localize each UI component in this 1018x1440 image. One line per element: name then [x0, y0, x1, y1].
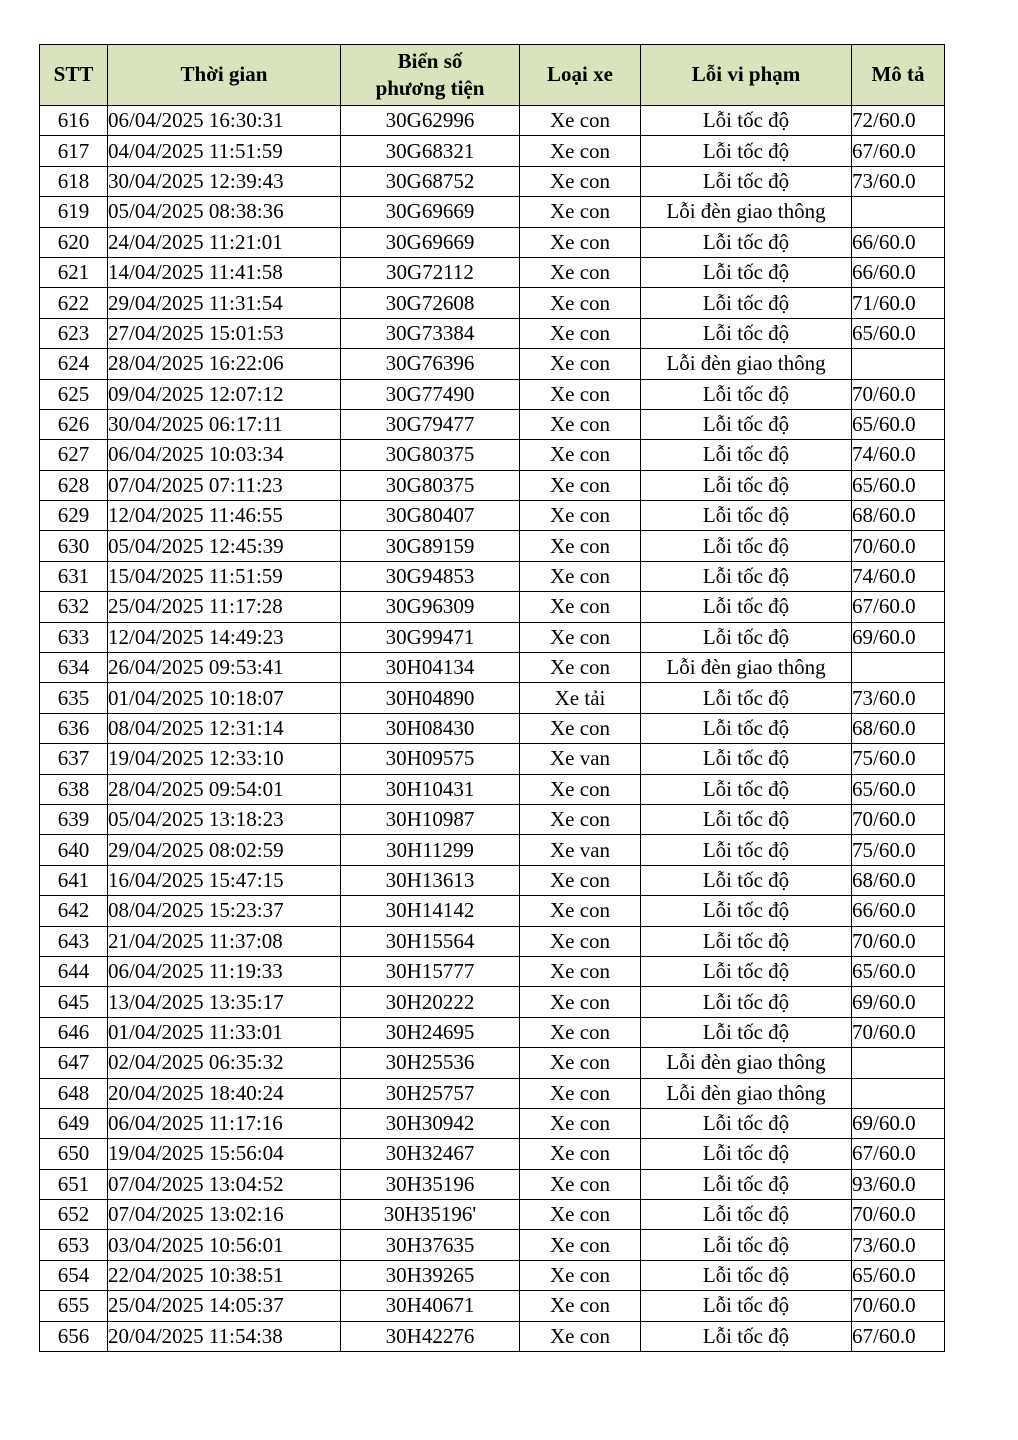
cell-time: 19/04/2025 15:56:04: [108, 1139, 341, 1169]
cell-plate: 30H11299: [341, 835, 520, 865]
cell-stt: 625: [40, 379, 108, 409]
cell-plate: 30H40671: [341, 1291, 520, 1321]
table-row: [40, 440, 945, 470]
table-row: [40, 622, 945, 652]
cell-vehicle-type: Xe con: [520, 561, 641, 591]
cell-description: 70/60.0: [852, 1017, 945, 1047]
cell-vehicle-type: Xe con: [520, 1139, 641, 1169]
cell-violation: Lỗi tốc độ: [641, 561, 852, 591]
cell-description: 69/60.0: [852, 622, 945, 652]
cell-description: 66/60.0: [852, 227, 945, 257]
header-plate-line2: phương tiện: [375, 76, 485, 100]
cell-time: 30/04/2025 06:17:11: [108, 409, 341, 439]
cell-vehicle-type: Xe con: [520, 956, 641, 986]
cell-plate: 30H35196: [341, 1169, 520, 1199]
cell-violation: Lỗi tốc độ: [641, 592, 852, 622]
cell-violation: Lỗi tốc độ: [641, 744, 852, 774]
cell-plate: 30G80375: [341, 470, 520, 500]
cell-violation: Lỗi tốc độ: [641, 1169, 852, 1199]
cell-plate: 30G77490: [341, 379, 520, 409]
table-row: [40, 1078, 945, 1108]
cell-vehicle-type: Xe con: [520, 349, 641, 379]
cell-violation: Lỗi tốc độ: [641, 1139, 852, 1169]
cell-description: 72/60.0: [852, 106, 945, 136]
cell-stt: 627: [40, 440, 108, 470]
cell-vehicle-type: Xe con: [520, 136, 641, 166]
cell-violation: Lỗi tốc độ: [641, 1321, 852, 1351]
cell-vehicle-type: Xe con: [520, 501, 641, 531]
table-row: [40, 1169, 945, 1199]
table-row: [40, 1260, 945, 1290]
cell-time: 06/04/2025 10:03:34: [108, 440, 341, 470]
cell-plate: 30G80375: [341, 440, 520, 470]
cell-description: 68/60.0: [852, 713, 945, 743]
table-row: [40, 349, 945, 379]
cell-violation: Lỗi đèn giao thông: [641, 197, 852, 227]
cell-violation: Lỗi tốc độ: [641, 470, 852, 500]
cell-plate: 30G62996: [341, 106, 520, 136]
cell-description: [852, 1078, 945, 1108]
cell-stt: 639: [40, 804, 108, 834]
cell-description: 67/60.0: [852, 136, 945, 166]
cell-plate: 30H25536: [341, 1048, 520, 1078]
cell-time: 05/04/2025 12:45:39: [108, 531, 341, 561]
cell-time: 01/04/2025 10:18:07: [108, 683, 341, 713]
table-row: [40, 318, 945, 348]
cell-violation: Lỗi tốc độ: [641, 622, 852, 652]
cell-time: 06/04/2025 16:30:31: [108, 106, 341, 136]
cell-time: 14/04/2025 11:41:58: [108, 257, 341, 287]
cell-stt: 645: [40, 987, 108, 1017]
cell-plate: 30G94853: [341, 561, 520, 591]
header-plate: [341, 45, 520, 106]
header-plate-line1: Biển số: [397, 48, 463, 73]
cell-time: 21/04/2025 11:37:08: [108, 926, 341, 956]
cell-time: 19/04/2025 12:33:10: [108, 744, 341, 774]
cell-plate: 30H15564: [341, 926, 520, 956]
table-row: [40, 409, 945, 439]
cell-violation: Lỗi tốc độ: [641, 136, 852, 166]
cell-plate: 30H32467: [341, 1139, 520, 1169]
table-row: [40, 896, 945, 926]
header-stt: STT: [40, 45, 108, 106]
cell-plate: 30G76396: [341, 349, 520, 379]
cell-description: 70/60.0: [852, 1200, 945, 1230]
cell-violation: Lỗi tốc độ: [641, 1108, 852, 1138]
cell-stt: 620: [40, 227, 108, 257]
cell-plate: 30H39265: [341, 1260, 520, 1290]
cell-time: 26/04/2025 09:53:41: [108, 653, 341, 683]
cell-plate: 30G89159: [341, 531, 520, 561]
cell-time: 29/04/2025 08:02:59: [108, 835, 341, 865]
cell-vehicle-type: Xe con: [520, 653, 641, 683]
table-row: [40, 531, 945, 561]
cell-vehicle-type: Xe con: [520, 1230, 641, 1260]
cell-plate: 30H24695: [341, 1017, 520, 1047]
cell-stt: 648: [40, 1078, 108, 1108]
table-row: [40, 987, 945, 1017]
cell-description: 66/60.0: [852, 257, 945, 287]
cell-time: 08/04/2025 15:23:37: [108, 896, 341, 926]
cell-description: 65/60.0: [852, 774, 945, 804]
cell-time: 27/04/2025 15:01:53: [108, 318, 341, 348]
cell-violation: Lỗi đèn giao thông: [641, 349, 852, 379]
cell-stt: 637: [40, 744, 108, 774]
cell-stt: 618: [40, 166, 108, 196]
header-type: Loại xe: [520, 45, 641, 106]
cell-stt: 628: [40, 470, 108, 500]
cell-violation: Lỗi tốc độ: [641, 318, 852, 348]
header-description: Mô tả: [852, 45, 945, 106]
table-row: [40, 470, 945, 500]
table-row: [40, 683, 945, 713]
table-row: [40, 136, 945, 166]
table-row: [40, 1321, 945, 1351]
cell-description: 65/60.0: [852, 1260, 945, 1290]
cell-violation: Lỗi tốc độ: [641, 106, 852, 136]
cell-plate: 30G79477: [341, 409, 520, 439]
cell-violation: Lỗi đèn giao thông: [641, 1048, 852, 1078]
cell-time: 20/04/2025 18:40:24: [108, 1078, 341, 1108]
table-row: [40, 197, 945, 227]
cell-violation: Lỗi tốc độ: [641, 531, 852, 561]
cell-description: 70/60.0: [852, 926, 945, 956]
cell-description: 70/60.0: [852, 1291, 945, 1321]
cell-time: 06/04/2025 11:17:16: [108, 1108, 341, 1138]
cell-description: [852, 653, 945, 683]
cell-plate: 30H42276: [341, 1321, 520, 1351]
cell-vehicle-type: Xe van: [520, 744, 641, 774]
cell-time: 07/04/2025 13:02:16: [108, 1200, 341, 1230]
cell-plate: 30G80407: [341, 501, 520, 531]
header-time: Thời gian: [108, 45, 341, 106]
cell-time: 28/04/2025 16:22:06: [108, 349, 341, 379]
cell-vehicle-type: Xe con: [520, 1017, 641, 1047]
table-row: [40, 1048, 945, 1078]
table-row: [40, 257, 945, 287]
cell-vehicle-type: Xe con: [520, 409, 641, 439]
cell-stt: 653: [40, 1230, 108, 1260]
cell-description: [852, 197, 945, 227]
cell-plate: 30G69669: [341, 227, 520, 257]
cell-description: 74/60.0: [852, 561, 945, 591]
cell-plate: 30H08430: [341, 713, 520, 743]
cell-description: 70/60.0: [852, 531, 945, 561]
header-violation: Lỗi vi phạm: [641, 45, 852, 106]
table-row: [40, 166, 945, 196]
cell-violation: Lỗi tốc độ: [641, 835, 852, 865]
table-row: [40, 379, 945, 409]
cell-description: 68/60.0: [852, 501, 945, 531]
cell-stt: 617: [40, 136, 108, 166]
cell-stt: 641: [40, 865, 108, 895]
cell-violation: Lỗi tốc độ: [641, 865, 852, 895]
cell-vehicle-type: Xe con: [520, 1078, 641, 1108]
cell-plate: 30H04890: [341, 683, 520, 713]
cell-plate: 30H15777: [341, 956, 520, 986]
cell-vehicle-type: Xe con: [520, 622, 641, 652]
cell-plate: 30G68752: [341, 166, 520, 196]
cell-violation: Lỗi tốc độ: [641, 440, 852, 470]
cell-violation: Lỗi tốc độ: [641, 227, 852, 257]
cell-stt: 651: [40, 1169, 108, 1199]
cell-violation: Lỗi tốc độ: [641, 1200, 852, 1230]
cell-vehicle-type: Xe con: [520, 1291, 641, 1321]
cell-violation: Lỗi tốc độ: [641, 683, 852, 713]
cell-plate: 30G68321: [341, 136, 520, 166]
cell-violation: Lỗi tốc độ: [641, 1230, 852, 1260]
cell-plate: 30G72112: [341, 257, 520, 287]
cell-description: 67/60.0: [852, 592, 945, 622]
cell-plate: 30H30942: [341, 1108, 520, 1138]
cell-time: 16/04/2025 15:47:15: [108, 865, 341, 895]
cell-violation: Lỗi tốc độ: [641, 409, 852, 439]
cell-vehicle-type: Xe con: [520, 1200, 641, 1230]
cell-time: 24/04/2025 11:21:01: [108, 227, 341, 257]
cell-vehicle-type: Xe con: [520, 713, 641, 743]
cell-description: 73/60.0: [852, 683, 945, 713]
cell-stt: 646: [40, 1017, 108, 1047]
cell-time: 30/04/2025 12:39:43: [108, 166, 341, 196]
table-row: [40, 501, 945, 531]
cell-stt: 633: [40, 622, 108, 652]
table-row: [40, 804, 945, 834]
cell-stt: 649: [40, 1108, 108, 1138]
cell-description: 70/60.0: [852, 379, 945, 409]
cell-stt: 621: [40, 257, 108, 287]
cell-stt: 644: [40, 956, 108, 986]
cell-vehicle-type: Xe tải: [520, 683, 641, 713]
cell-vehicle-type: Xe con: [520, 318, 641, 348]
cell-plate: 30H25757: [341, 1078, 520, 1108]
cell-time: 25/04/2025 11:17:28: [108, 592, 341, 622]
cell-plate: 30H10987: [341, 804, 520, 834]
cell-vehicle-type: Xe con: [520, 288, 641, 318]
table-row: [40, 1291, 945, 1321]
cell-description: [852, 349, 945, 379]
cell-plate: 30H04134: [341, 653, 520, 683]
cell-vehicle-type: Xe con: [520, 531, 641, 561]
cell-description: 70/60.0: [852, 804, 945, 834]
cell-plate: 30H09575: [341, 744, 520, 774]
cell-description: [852, 1048, 945, 1078]
cell-plate: 30G96309: [341, 592, 520, 622]
table-row: [40, 106, 945, 136]
table-body: [40, 106, 945, 1352]
cell-description: 73/60.0: [852, 166, 945, 196]
cell-stt: 642: [40, 896, 108, 926]
cell-vehicle-type: Xe con: [520, 1108, 641, 1138]
cell-plate: 30G99471: [341, 622, 520, 652]
cell-stt: 629: [40, 501, 108, 531]
cell-stt: 638: [40, 774, 108, 804]
cell-violation: Lỗi tốc độ: [641, 896, 852, 926]
cell-stt: 631: [40, 561, 108, 591]
cell-stt: 632: [40, 592, 108, 622]
cell-plate: 30H14142: [341, 896, 520, 926]
cell-violation: Lỗi tốc độ: [641, 987, 852, 1017]
cell-vehicle-type: Xe con: [520, 774, 641, 804]
cell-time: 05/04/2025 13:18:23: [108, 804, 341, 834]
cell-stt: 616: [40, 106, 108, 136]
cell-plate: 30G72608: [341, 288, 520, 318]
cell-stt: 626: [40, 409, 108, 439]
cell-violation: Lỗi tốc độ: [641, 926, 852, 956]
cell-time: 15/04/2025 11:51:59: [108, 561, 341, 591]
cell-time: 07/04/2025 07:11:23: [108, 470, 341, 500]
cell-stt: 636: [40, 713, 108, 743]
cell-vehicle-type: Xe con: [520, 197, 641, 227]
cell-time: 29/04/2025 11:31:54: [108, 288, 341, 318]
cell-time: 03/04/2025 10:56:01: [108, 1230, 341, 1260]
cell-description: 67/60.0: [852, 1139, 945, 1169]
cell-description: 67/60.0: [852, 1321, 945, 1351]
cell-description: 65/60.0: [852, 470, 945, 500]
cell-vehicle-type: Xe con: [520, 865, 641, 895]
cell-stt: 624: [40, 349, 108, 379]
cell-stt: 635: [40, 683, 108, 713]
cell-vehicle-type: Xe con: [520, 379, 641, 409]
table-row: [40, 774, 945, 804]
cell-stt: 634: [40, 653, 108, 683]
cell-stt: 619: [40, 197, 108, 227]
table-row: [40, 1139, 945, 1169]
table-row: [40, 1200, 945, 1230]
table-row: [40, 1017, 945, 1047]
cell-time: 08/04/2025 12:31:14: [108, 713, 341, 743]
cell-plate: 30G73384: [341, 318, 520, 348]
cell-vehicle-type: Xe con: [520, 166, 641, 196]
cell-description: 69/60.0: [852, 1108, 945, 1138]
cell-stt: 622: [40, 288, 108, 318]
cell-violation: Lỗi tốc độ: [641, 288, 852, 318]
cell-vehicle-type: Xe van: [520, 835, 641, 865]
table-row: [40, 1230, 945, 1260]
cell-plate: 30H37635: [341, 1230, 520, 1260]
cell-description: 68/60.0: [852, 865, 945, 895]
cell-time: 05/04/2025 08:38:36: [108, 197, 341, 227]
cell-vehicle-type: Xe con: [520, 1321, 641, 1351]
cell-stt: 650: [40, 1139, 108, 1169]
cell-violation: Lỗi tốc độ: [641, 713, 852, 743]
cell-violation: Lỗi đèn giao thông: [641, 653, 852, 683]
cell-description: 65/60.0: [852, 318, 945, 348]
cell-time: 12/04/2025 14:49:23: [108, 622, 341, 652]
cell-vehicle-type: Xe con: [520, 440, 641, 470]
table-row: [40, 926, 945, 956]
cell-time: 22/04/2025 10:38:51: [108, 1260, 341, 1290]
cell-vehicle-type: Xe con: [520, 592, 641, 622]
cell-vehicle-type: Xe con: [520, 896, 641, 926]
table-row: [40, 1108, 945, 1138]
cell-time: 25/04/2025 14:05:37: [108, 1291, 341, 1321]
table-row: [40, 744, 945, 774]
cell-violation: Lỗi tốc độ: [641, 379, 852, 409]
cell-violation: Lỗi tốc độ: [641, 501, 852, 531]
cell-vehicle-type: Xe con: [520, 1169, 641, 1199]
cell-violation: Lỗi tốc độ: [641, 774, 852, 804]
cell-violation: Lỗi tốc độ: [641, 1017, 852, 1047]
cell-stt: 640: [40, 835, 108, 865]
cell-violation: Lỗi tốc độ: [641, 956, 852, 986]
cell-stt: 655: [40, 1291, 108, 1321]
cell-stt: 647: [40, 1048, 108, 1078]
cell-description: 71/60.0: [852, 288, 945, 318]
cell-time: 20/04/2025 11:54:38: [108, 1321, 341, 1351]
cell-plate: 30H10431: [341, 774, 520, 804]
cell-time: 13/04/2025 13:35:17: [108, 987, 341, 1017]
cell-plate: 30H35196': [341, 1200, 520, 1230]
cell-violation: Lỗi tốc độ: [641, 1291, 852, 1321]
table-row: [40, 713, 945, 743]
cell-description: 65/60.0: [852, 409, 945, 439]
table-row: [40, 561, 945, 591]
table-row: [40, 227, 945, 257]
table-row: [40, 592, 945, 622]
cell-stt: 652: [40, 1200, 108, 1230]
cell-description: 69/60.0: [852, 987, 945, 1017]
cell-stt: 623: [40, 318, 108, 348]
cell-time: 12/04/2025 11:46:55: [108, 501, 341, 531]
cell-violation: Lỗi tốc độ: [641, 1260, 852, 1290]
cell-time: 04/04/2025 11:51:59: [108, 136, 341, 166]
cell-description: 74/60.0: [852, 440, 945, 470]
cell-vehicle-type: Xe con: [520, 106, 641, 136]
cell-violation: Lỗi tốc độ: [641, 166, 852, 196]
header-row: [40, 45, 945, 106]
table-row: [40, 288, 945, 318]
table-header: [40, 45, 945, 106]
cell-violation: Lỗi tốc độ: [641, 257, 852, 287]
cell-time: 01/04/2025 11:33:01: [108, 1017, 341, 1047]
table-row: [40, 653, 945, 683]
violations-table: [39, 44, 945, 1352]
cell-time: 06/04/2025 11:19:33: [108, 956, 341, 986]
cell-description: 65/60.0: [852, 956, 945, 986]
table-row: [40, 956, 945, 986]
cell-vehicle-type: Xe con: [520, 804, 641, 834]
cell-vehicle-type: Xe con: [520, 1260, 641, 1290]
cell-violation: Lỗi tốc độ: [641, 804, 852, 834]
cell-plate: 30G69669: [341, 197, 520, 227]
cell-plate: 30H20222: [341, 987, 520, 1017]
table-row: [40, 865, 945, 895]
cell-violation: Lỗi đèn giao thông: [641, 1078, 852, 1108]
cell-description: 73/60.0: [852, 1230, 945, 1260]
cell-plate: 30H13613: [341, 865, 520, 895]
cell-time: 09/04/2025 12:07:12: [108, 379, 341, 409]
cell-description: 75/60.0: [852, 744, 945, 774]
cell-stt: 656: [40, 1321, 108, 1351]
table-row: [40, 835, 945, 865]
cell-description: 66/60.0: [852, 896, 945, 926]
cell-stt: 654: [40, 1260, 108, 1290]
cell-time: 02/04/2025 06:35:32: [108, 1048, 341, 1078]
cell-vehicle-type: Xe con: [520, 926, 641, 956]
cell-vehicle-type: Xe con: [520, 987, 641, 1017]
cell-vehicle-type: Xe con: [520, 1048, 641, 1078]
cell-description: 93/60.0: [852, 1169, 945, 1199]
cell-time: 07/04/2025 13:04:52: [108, 1169, 341, 1199]
cell-stt: 630: [40, 531, 108, 561]
cell-vehicle-type: Xe con: [520, 470, 641, 500]
cell-vehicle-type: Xe con: [520, 227, 641, 257]
cell-time: 28/04/2025 09:54:01: [108, 774, 341, 804]
cell-stt: 643: [40, 926, 108, 956]
cell-description: 75/60.0: [852, 835, 945, 865]
cell-vehicle-type: Xe con: [520, 257, 641, 287]
